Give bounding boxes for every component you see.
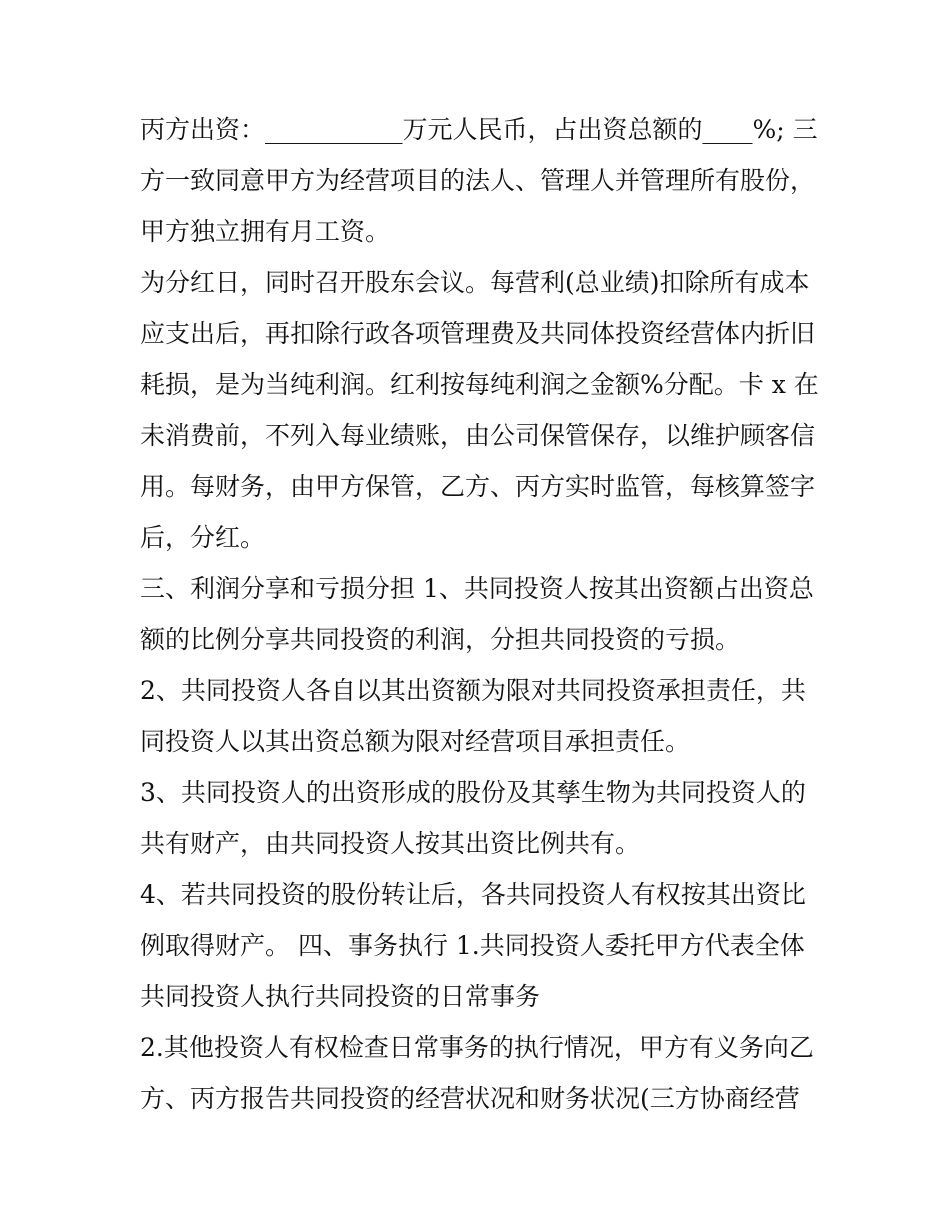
text-line: 共有财产，由共同投资人按其出资比例共有。: [140, 829, 641, 858]
text-line: 2.其他投资人有权检查日常事务的执行情况，甲方有义务向乙: [140, 1033, 814, 1062]
text-line: 3、共同投资人的出资形成的股份及其孳生物为共同投资人的: [140, 778, 806, 807]
paragraph-item-2: [140, 665, 820, 767]
paragraph-profit-sharing: [140, 563, 820, 665]
text-line: 4、若共同投资的股份转让后，各共同投资人有权按其出资比: [140, 880, 806, 909]
text-line: 丙方出资：___________万元人民币，占出资总额的____%; 三: [140, 115, 818, 144]
text-line: 方、丙方报告共同投资的经营状况和财务状况(三方协商经营: [140, 1084, 800, 1113]
text-line: 甲方独立拥有月工资。: [140, 217, 391, 246]
text-line: 应支出后，再扣除行政各项管理费及共同体投资经营体内折旧: [140, 319, 816, 348]
paragraph-item-3: [140, 767, 820, 869]
document-body: [140, 104, 820, 1124]
text-line: 共同投资人执行共同投资的日常事务: [140, 982, 541, 1011]
paragraph-item-4: [140, 869, 820, 1022]
text-line: 耗损，是为当纯利润。红利按每纯利润之金额%分配。卡 x 在: [140, 370, 819, 399]
text-line: 用。每财务，由甲方保管，乙方、丙方实时监管，每核算签字: [140, 472, 816, 501]
text-line: 额的比例分享共同投资的利润，分担共同投资的亏损。: [140, 625, 741, 654]
text-line: 三、利润分享和亏损分担 1、共同投资人按其出资额占出资总: [140, 574, 814, 603]
paragraph-dividend: [140, 257, 820, 563]
text-line: 例取得财产。 四、事务执行 1.共同投资人委托甲方代表全体: [140, 931, 805, 960]
text-line: 为分红日，同时召开股东会议。每营利(总业绩)扣除所有成本: [140, 268, 810, 297]
text-line: 2、共同投资人各自以其出资额为限对共同投资承担责任，共: [140, 676, 806, 705]
text-line: 未消费前，不列入每业绩账，由公司保管保存，以维护顾客信: [140, 421, 816, 450]
text-line: 方一致同意甲方为经营项目的法人、管理人并管理所有股份，: [140, 166, 816, 195]
paragraph-capital-contribution: [140, 104, 820, 257]
text-line: 后，分红。: [140, 523, 266, 552]
text-line: 同投资人以其出资总额为限对经营项目承担责任。: [140, 727, 691, 756]
paragraph-inspection-rights: [140, 1022, 820, 1124]
